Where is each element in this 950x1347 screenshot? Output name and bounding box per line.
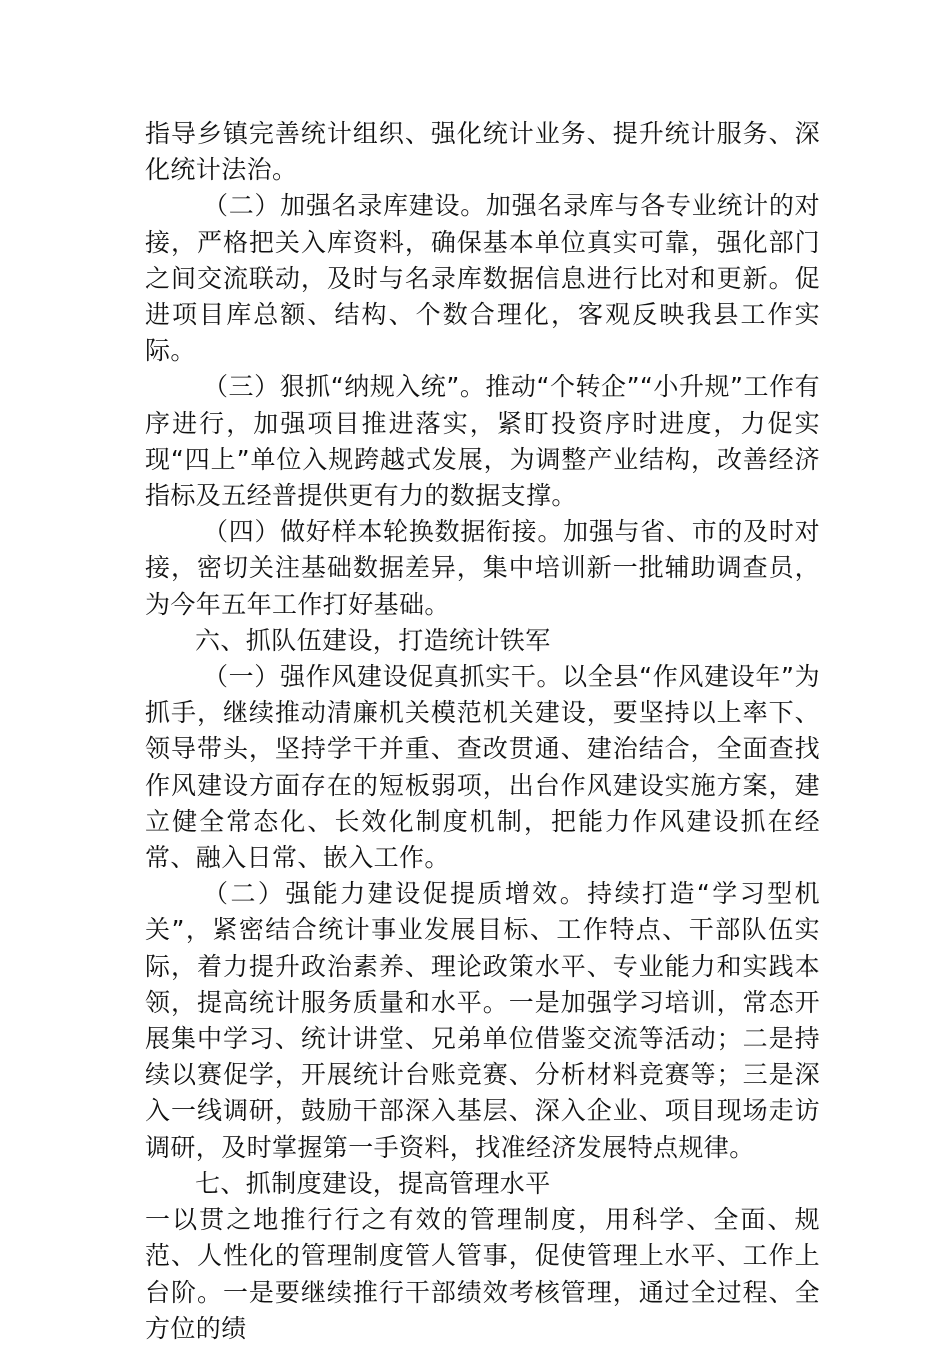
paragraph-9: 一以贯之地推行行之有效的管理制度，用科学、全面、规范、人性化的管理制度管人管事，促使管理上水平、工作上台阶。一是要继续推行干部绩效考核管理，通过全过程、全方位的绩 xyxy=(145,1205,820,1343)
paragraph-2: （二）加强名录库建设。加强名录库与各专业统计的对接，严格把关入库资料，确保基本单位真实可靠，强化部门之间交流联动，及时与名录库数据信息进行比对和更新。促进项目库总额、结构、个数合理化，客观反映我县工作实际。 xyxy=(145,191,820,366)
paragraph-3: （三）狠抓“纳规入统”。推动“个转企”“小升规”工作有序进行，加强项目推进落实，紧盯投资序时进度，力促实现“四上”单位入规跨越式发展，为调整产业结构，改善经济指标及五经普提供更有力的数据支撑。 xyxy=(145,372,820,511)
section-heading-7: 七、抓制度建设，提高管理水平 xyxy=(195,1168,551,1198)
paragraph-4: （四）做好样本轮换数据衔接。加强与省、市的及时对接，密切关注基础数据差异，集中培训新一批辅助调查员，为今年五年工作打好基础。 xyxy=(145,517,820,619)
section-heading-6: 六、抓队伍建设，打造统计铁军 xyxy=(195,625,551,655)
document-body xyxy=(145,116,820,1347)
paragraph-1: 指导乡镇完善统计组织、强化统计业务、提升统计服务、深化统计法治。 xyxy=(145,119,820,185)
paragraph-7: （二）强能力建设促提质增效。持续打造“学习型机关”，紧密结合统计事业发展目标、工作特点、干部队伍实际，着力提升政治素养、理论政策水平、专业能力和实践本领，提高统计服务质量和水平。一是加强学习培训，常态开展集中学习、统计讲堂、兄弟单位借鉴交流等活动；二是持续以赛促学，开展统计台账竞赛、分析材料竞赛等；三是深入一线调研，鼓励干部深入基层、深入企业、项目现场走访调研，及时掌握第一手资料，找准经济发展特点规律。 xyxy=(145,879,820,1162)
paragraph-6: （一）强作风建设促真抓实干。以全县“作风建设年”为抓手，继续推动清廉机关模范机关建设，要坚持以上率下、领导带头，坚持学干并重、查改贯通、建治结合，全面查找作风建设方面存在的短板弱项，出台作风建设实施方案，建立健全常态化、长效化制度机制，把能力作风建设抓在经常、融入日常、嵌入工作。 xyxy=(145,662,820,873)
